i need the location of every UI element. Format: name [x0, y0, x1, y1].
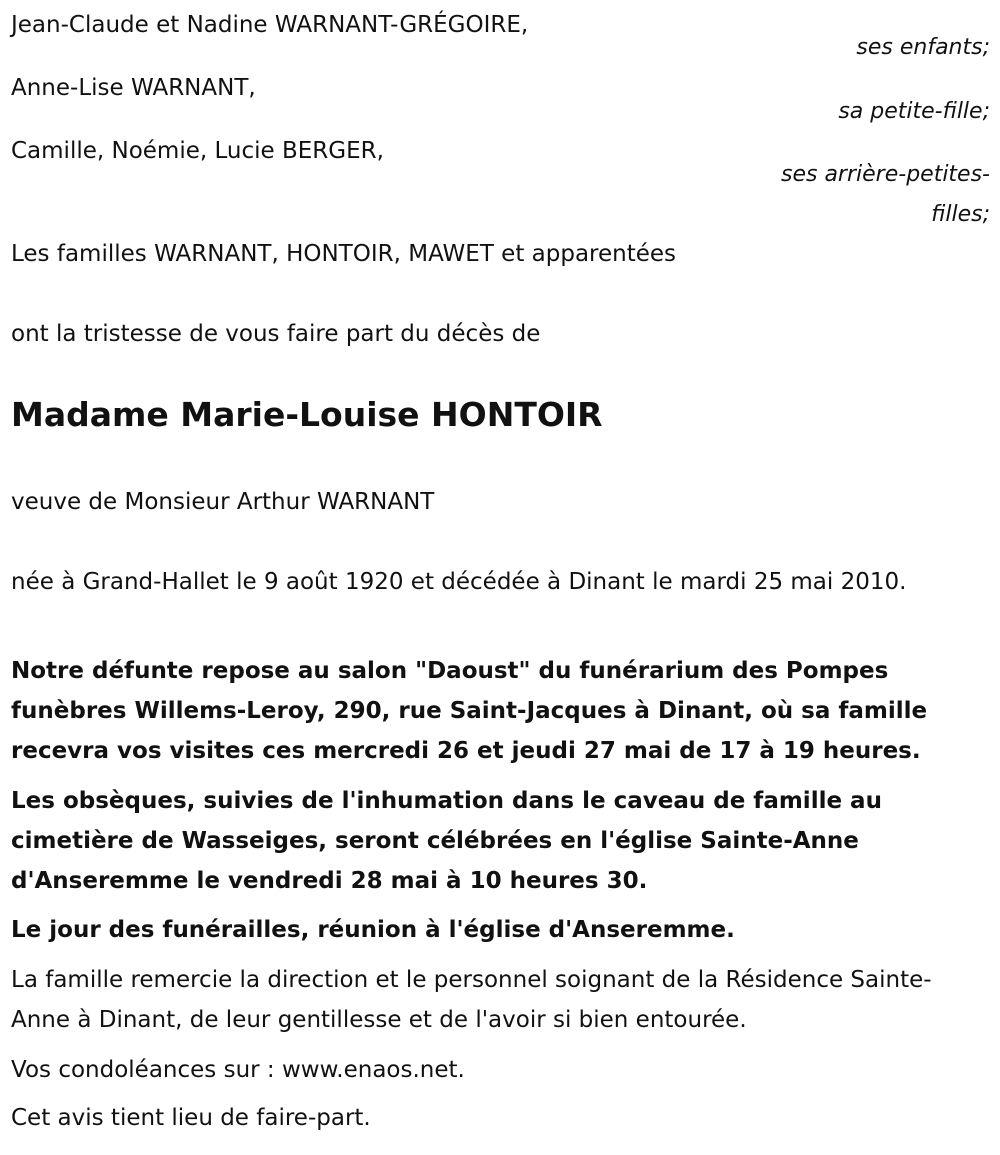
- announcement-intro: ont la tristesse de vous faire part du décès de: [11, 321, 541, 347]
- visitation-details: Notre défunte repose au salon "Daoust" du funérarium des Pompes funèbres Willems-Leroy, 290, rue Saint-Jacques à Dinant, où sa famille recevra vos visites ces mercredi 26 et jeudi 27 mai de 17 à 19 heures.: [11, 658, 928, 764]
- family-line-children: Jean-Claude et Nadine WARNANT-GRÉGOIRE,: [11, 12, 529, 38]
- funeral-details: Les obsèques, suivies de l'inhumation dans le caveau de famille au cimetière de Wasseiges, seront célébrées en l'église Sainte-Anne d'Anseremme le vendredi 28 mai à 10 heures 30.: [11, 788, 882, 894]
- birth-death-dates: née à Grand-Hallet le 9 août 1920 et décédée à Dinant le mardi 25 mai 2010.: [11, 569, 907, 595]
- deceased-name: Madame Marie-Louise HONTOIR: [11, 395, 603, 434]
- role-great-granddaughters: ses arrière-petites-filles;: [781, 162, 990, 227]
- role-children: ses enfants;: [856, 35, 990, 60]
- funeral-meeting: Le jour des funérailles, réunion à l'église d'Anseremme.: [11, 917, 735, 943]
- notice-statement: Cet avis tient lieu de faire-part.: [11, 1105, 371, 1131]
- condolences-link: Vos condoléances sur : www.enaos.net.: [11, 1057, 465, 1083]
- role-granddaughter: sa petite-fille;: [838, 99, 990, 124]
- thanks-message: La famille remercie la direction et le personnel soignant de la Résidence Sainte-Anne à Dinant, de leur gentillesse et de l'avoir si bien entourée.: [11, 967, 932, 1033]
- family-line-granddaughter: Anne-Lise WARNANT,: [11, 75, 256, 101]
- widow-of: veuve de Monsieur Arthur WARNANT: [11, 489, 435, 515]
- family-line-great-granddaughters: Camille, Noémie, Lucie BERGER,: [11, 138, 384, 164]
- family-line-relatives: Les familles WARNANT, HONTOIR, MAWET et apparentées: [11, 241, 677, 267]
